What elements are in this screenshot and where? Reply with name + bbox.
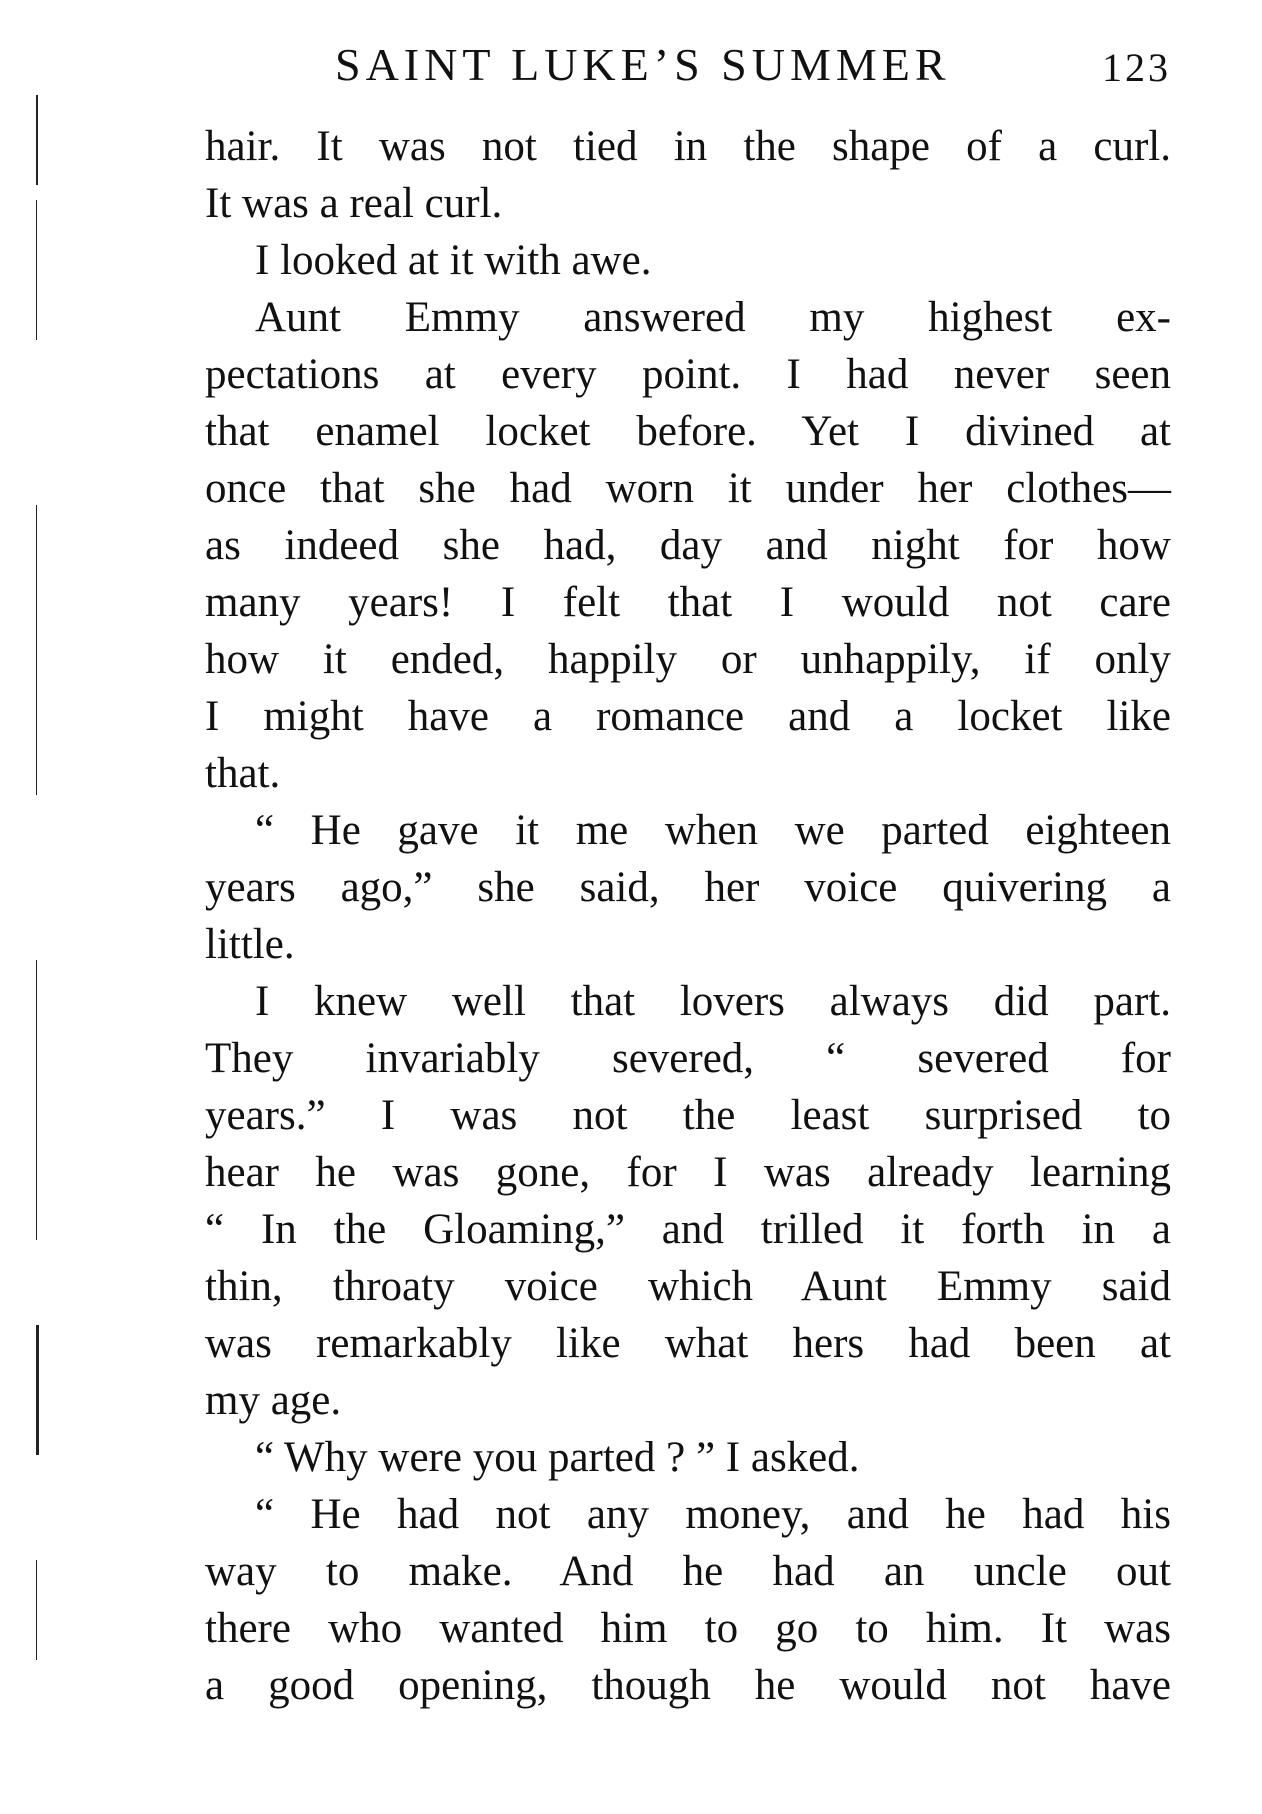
text-line: “ He had not any money, and he had his xyxy=(255,1491,1171,1538)
text-line: hair. It was not tied in the shape of a curl. xyxy=(205,123,1171,170)
text-line: thin, throaty voice which Aunt Emmy said xyxy=(205,1263,1171,1310)
text-line: It was a real curl. xyxy=(205,180,503,227)
text-line: years.” I was not the least surprised to xyxy=(205,1092,1171,1139)
text-line: that enamel locket before. Yet I divined at xyxy=(205,408,1171,455)
text-line: “ Why were you parted ? ” I asked. xyxy=(255,1434,860,1481)
text-line: how it ended, happily or unhappily, if only xyxy=(205,636,1171,683)
text-line: Aunt Emmy answered my highest ex- xyxy=(255,294,1171,341)
text-line: I looked at it with awe. xyxy=(255,237,652,284)
scan-mark xyxy=(36,960,37,1240)
text-line: was remarkably like what hers had been at xyxy=(205,1320,1171,1367)
scan-mark xyxy=(36,505,37,795)
text-line: many years! I felt that I would not care xyxy=(205,579,1171,626)
text-line: They invariably severed, “ severed for xyxy=(205,1035,1171,1082)
scan-mark xyxy=(36,95,38,185)
scan-mark xyxy=(36,1325,39,1455)
text-line: way to make. And he had an uncle out xyxy=(205,1548,1171,1595)
text-line: that. xyxy=(205,750,281,797)
text-line: once that she had worn it under her clothes— xyxy=(205,465,1171,512)
page-header xyxy=(205,30,1171,100)
text-line: as indeed she had, day and night for how xyxy=(205,522,1171,569)
text-line: my age. xyxy=(205,1377,342,1424)
text-line: “ He gave it me when we parted eighteen xyxy=(255,807,1171,854)
text-line: little. xyxy=(205,921,295,968)
margin-scan-marks xyxy=(36,0,56,1814)
body-text xyxy=(205,118,1171,1714)
running-title: SAINT LUKE’S SUMMER xyxy=(335,39,951,90)
text-line: I might have a romance and a locket like xyxy=(205,693,1171,740)
text-line: pectations at every point. I had never seen xyxy=(205,351,1171,398)
text-line: years ago,” she said, her voice quivering a xyxy=(205,864,1171,911)
scan-mark xyxy=(36,1560,37,1660)
text-line: a good opening, though he would not have xyxy=(205,1662,1171,1709)
text-line: “ In the Gloaming,” and trilled it forth in a xyxy=(205,1206,1171,1253)
page-number: 123 xyxy=(1102,45,1171,90)
scan-mark xyxy=(36,200,37,340)
text-line: hear he was gone, for I was already learning xyxy=(205,1149,1171,1196)
text-line: there who wanted him to go to him. It was xyxy=(205,1605,1171,1652)
text-line: I knew well that lovers always did part. xyxy=(255,978,1171,1025)
